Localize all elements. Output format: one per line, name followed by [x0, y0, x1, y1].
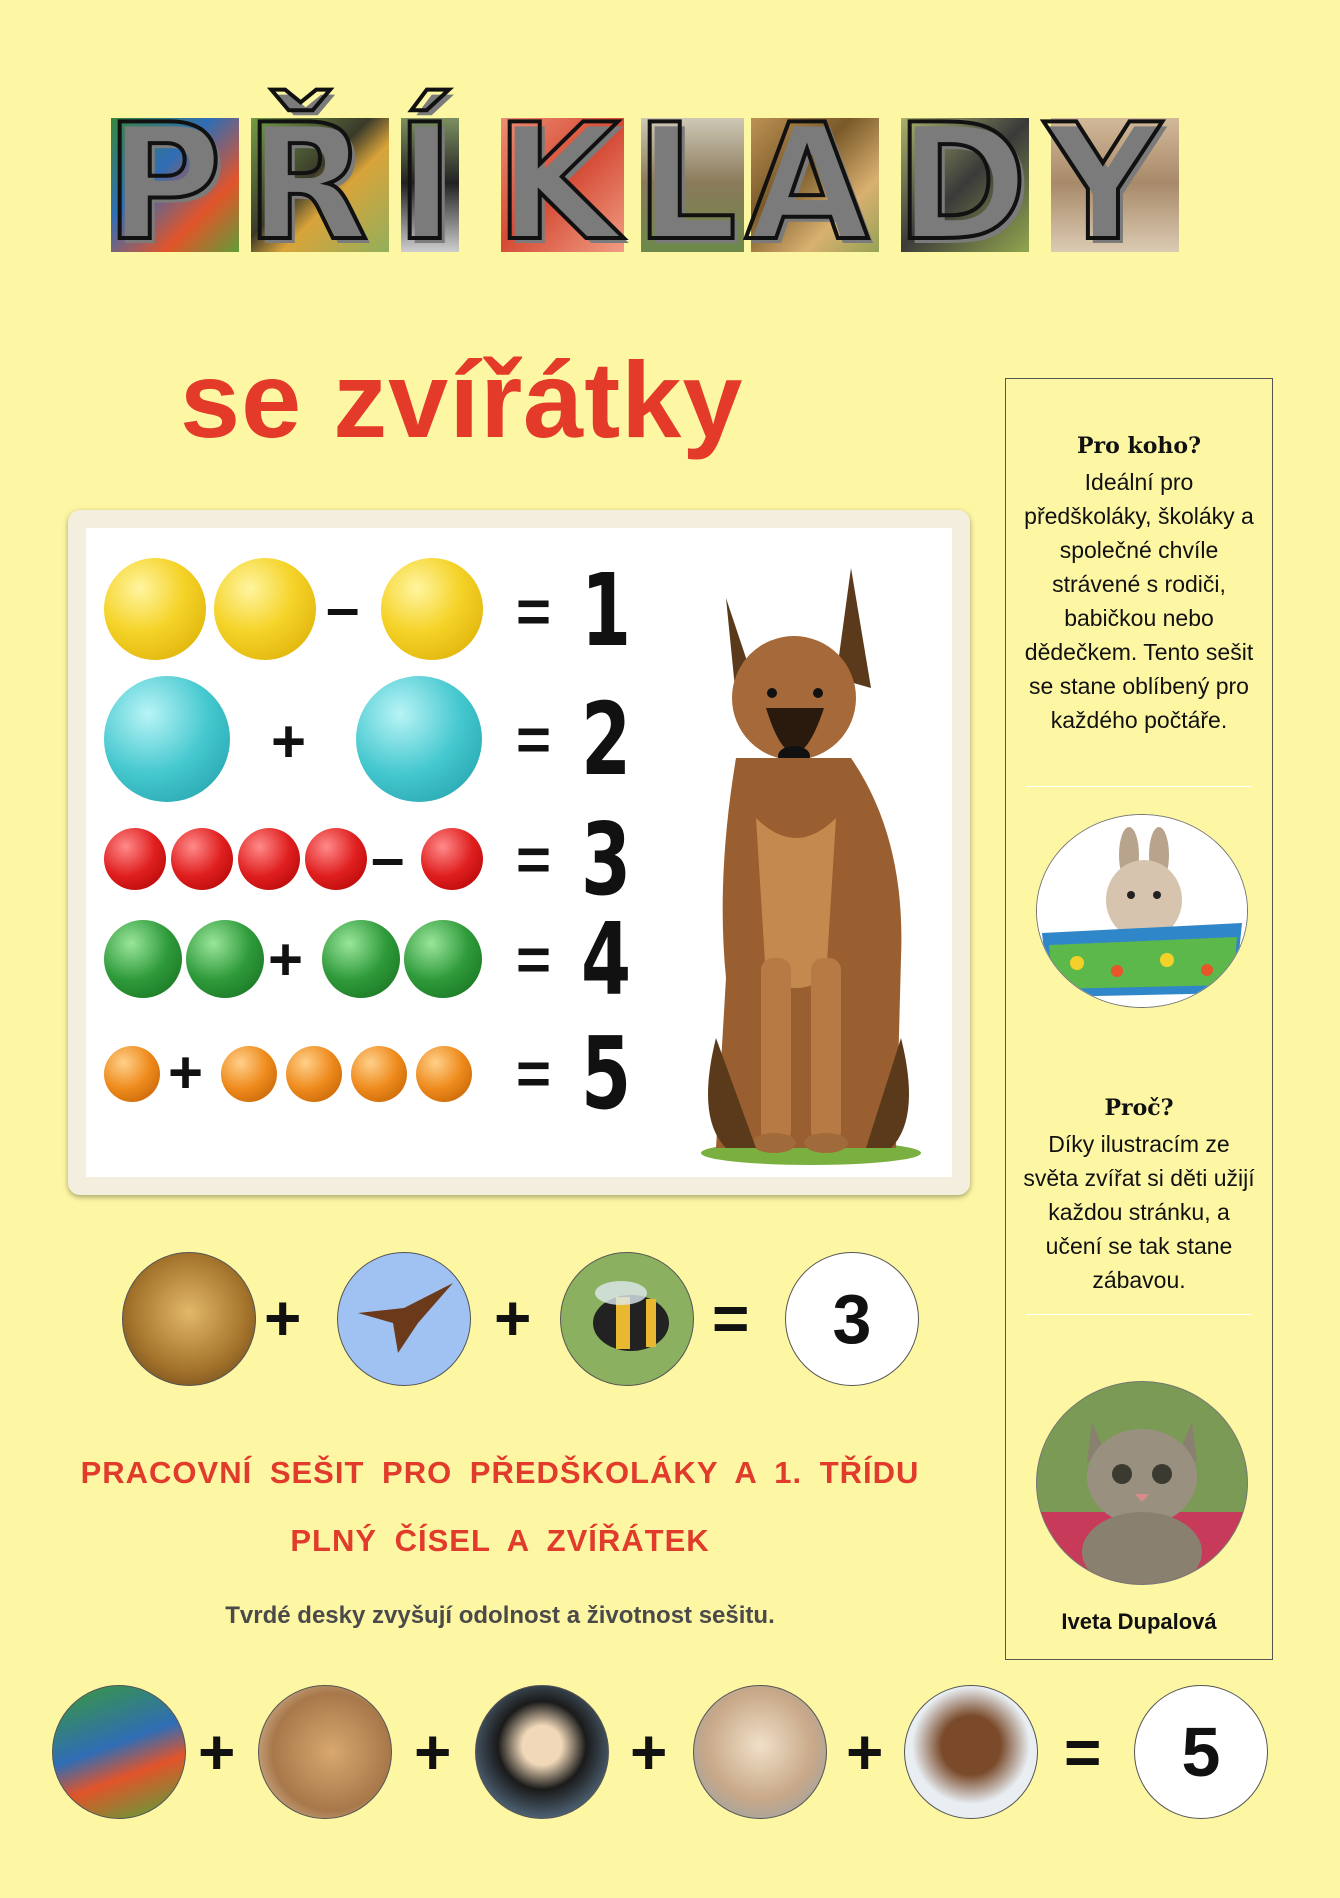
- title-letter: D: [895, 89, 1028, 276]
- title-letter: Í: [395, 89, 455, 276]
- subtitle: se zvířátky: [180, 339, 744, 460]
- equals-sign: =: [516, 578, 552, 645]
- answer-circle: 3: [785, 1252, 919, 1386]
- note-text: Tvrdé desky zvyšují odolnost a životnost sešitu.: [225, 1602, 775, 1629]
- plus-sign: +: [846, 1716, 884, 1788]
- yellow-ball: [214, 558, 316, 660]
- equation-card-inner: [86, 528, 952, 1177]
- title-letter: A: [745, 89, 869, 276]
- equation-card: [68, 510, 970, 1195]
- equation-row: [86, 1015, 646, 1156]
- who-text: Ideální pro předškoláky, školáky a společné chvíle strávené s rodiči, babičkou nebo dědečkem. Tento sešit se stane oblíbený pro každého počtáře.: [1024, 469, 1254, 733]
- result-number: 4: [581, 901, 632, 1018]
- title-letter-hen: [895, 89, 1035, 276]
- equals-sign: =: [516, 1040, 552, 1107]
- title-letter: Y: [1045, 89, 1161, 276]
- red-ball: [104, 828, 166, 890]
- divider: [1026, 786, 1252, 787]
- who-heading: Pro koho?: [1077, 433, 1201, 459]
- green-ball: [186, 920, 264, 998]
- plus-sign: +: [414, 1716, 452, 1788]
- equals-sign: =: [1064, 1716, 1102, 1788]
- orange-ball: [286, 1046, 342, 1102]
- camel-image: [258, 1685, 392, 1819]
- green-ball: [322, 920, 400, 998]
- horse-image: [904, 1685, 1038, 1819]
- title-letter-parrot: [105, 89, 245, 276]
- equation-row: [86, 676, 646, 798]
- title-letter-alpaca: [1045, 89, 1185, 276]
- plus-sign: +: [268, 926, 304, 993]
- result-number: 3: [581, 801, 632, 918]
- plus-sign: +: [271, 708, 307, 775]
- cyan-ball: [356, 676, 482, 802]
- answer-circle: 5: [1134, 1685, 1268, 1819]
- orange-ball: [416, 1046, 472, 1102]
- why-heading: Proč?: [1104, 1095, 1174, 1121]
- red-ball: [305, 828, 367, 890]
- plus-sign: +: [198, 1716, 236, 1788]
- alpaca-image: [693, 1685, 827, 1819]
- yellow-ball: [104, 558, 206, 660]
- equals-sign: =: [516, 706, 552, 773]
- orange-ball: [351, 1046, 407, 1102]
- title-letter: L: [635, 89, 737, 276]
- title-letter-flamingo: [495, 89, 630, 276]
- parrot-image: [52, 1685, 186, 1819]
- kitten-image: [1036, 1381, 1248, 1585]
- info-sidebar: [1005, 378, 1273, 1660]
- tagline-line2: PLNÝ ČÍSEL A ZVÍŘÁTEK: [290, 1523, 710, 1558]
- green-ball: [104, 920, 182, 998]
- title-letter-owl: [635, 89, 750, 276]
- plus-sign: +: [494, 1282, 532, 1354]
- orange-ball: [221, 1046, 277, 1102]
- dog-image: [686, 558, 936, 1168]
- red-ball: [238, 828, 300, 890]
- equals-sign: =: [712, 1282, 750, 1354]
- red-ball: [171, 828, 233, 890]
- tagline-line1: PRACOVNÍ SEŠIT PRO PŘEDŠKOLÁKY A 1. TŘÍDU: [80, 1455, 920, 1490]
- title-letter-cat: [395, 89, 465, 276]
- page-title: [105, 89, 1265, 276]
- result-number: 1: [581, 552, 632, 669]
- monkey-image: [475, 1685, 609, 1819]
- plus-sign: +: [630, 1716, 668, 1788]
- author-name: Iveta Dupalová: [1061, 1609, 1217, 1634]
- bee-image: [560, 1252, 694, 1386]
- red-ball: [421, 828, 483, 890]
- equation-row: [86, 901, 646, 1030]
- plus-sign: +: [264, 1282, 302, 1354]
- divider: [1026, 1314, 1252, 1315]
- bird-image: [337, 1252, 471, 1386]
- equals-sign: =: [516, 826, 552, 893]
- why-text: Díky ilustracím ze světa zvířat si děti užijí každou stránku, a učení se tak stane zábavou.: [1023, 1131, 1255, 1293]
- cyan-ball: [104, 676, 230, 802]
- equals-sign: =: [516, 926, 552, 993]
- yellow-ball: [381, 558, 483, 660]
- equation-row: [86, 552, 646, 669]
- minus-sign: –: [371, 824, 405, 891]
- plus-sign: +: [168, 1039, 204, 1106]
- title-letter-bee: [245, 89, 395, 276]
- minus-sign: –: [326, 574, 360, 641]
- orange-ball: [104, 1046, 160, 1102]
- green-ball: [404, 920, 482, 998]
- lion-image: [122, 1252, 256, 1386]
- title-letter: Ř: [245, 89, 369, 276]
- result-number: 5: [581, 1015, 632, 1132]
- title-letter-giraffe: [745, 89, 885, 276]
- rabbit-image: [1036, 814, 1248, 1008]
- title-letter: P: [105, 89, 223, 276]
- result-number: 2: [581, 681, 632, 798]
- title-letter: K: [495, 89, 619, 276]
